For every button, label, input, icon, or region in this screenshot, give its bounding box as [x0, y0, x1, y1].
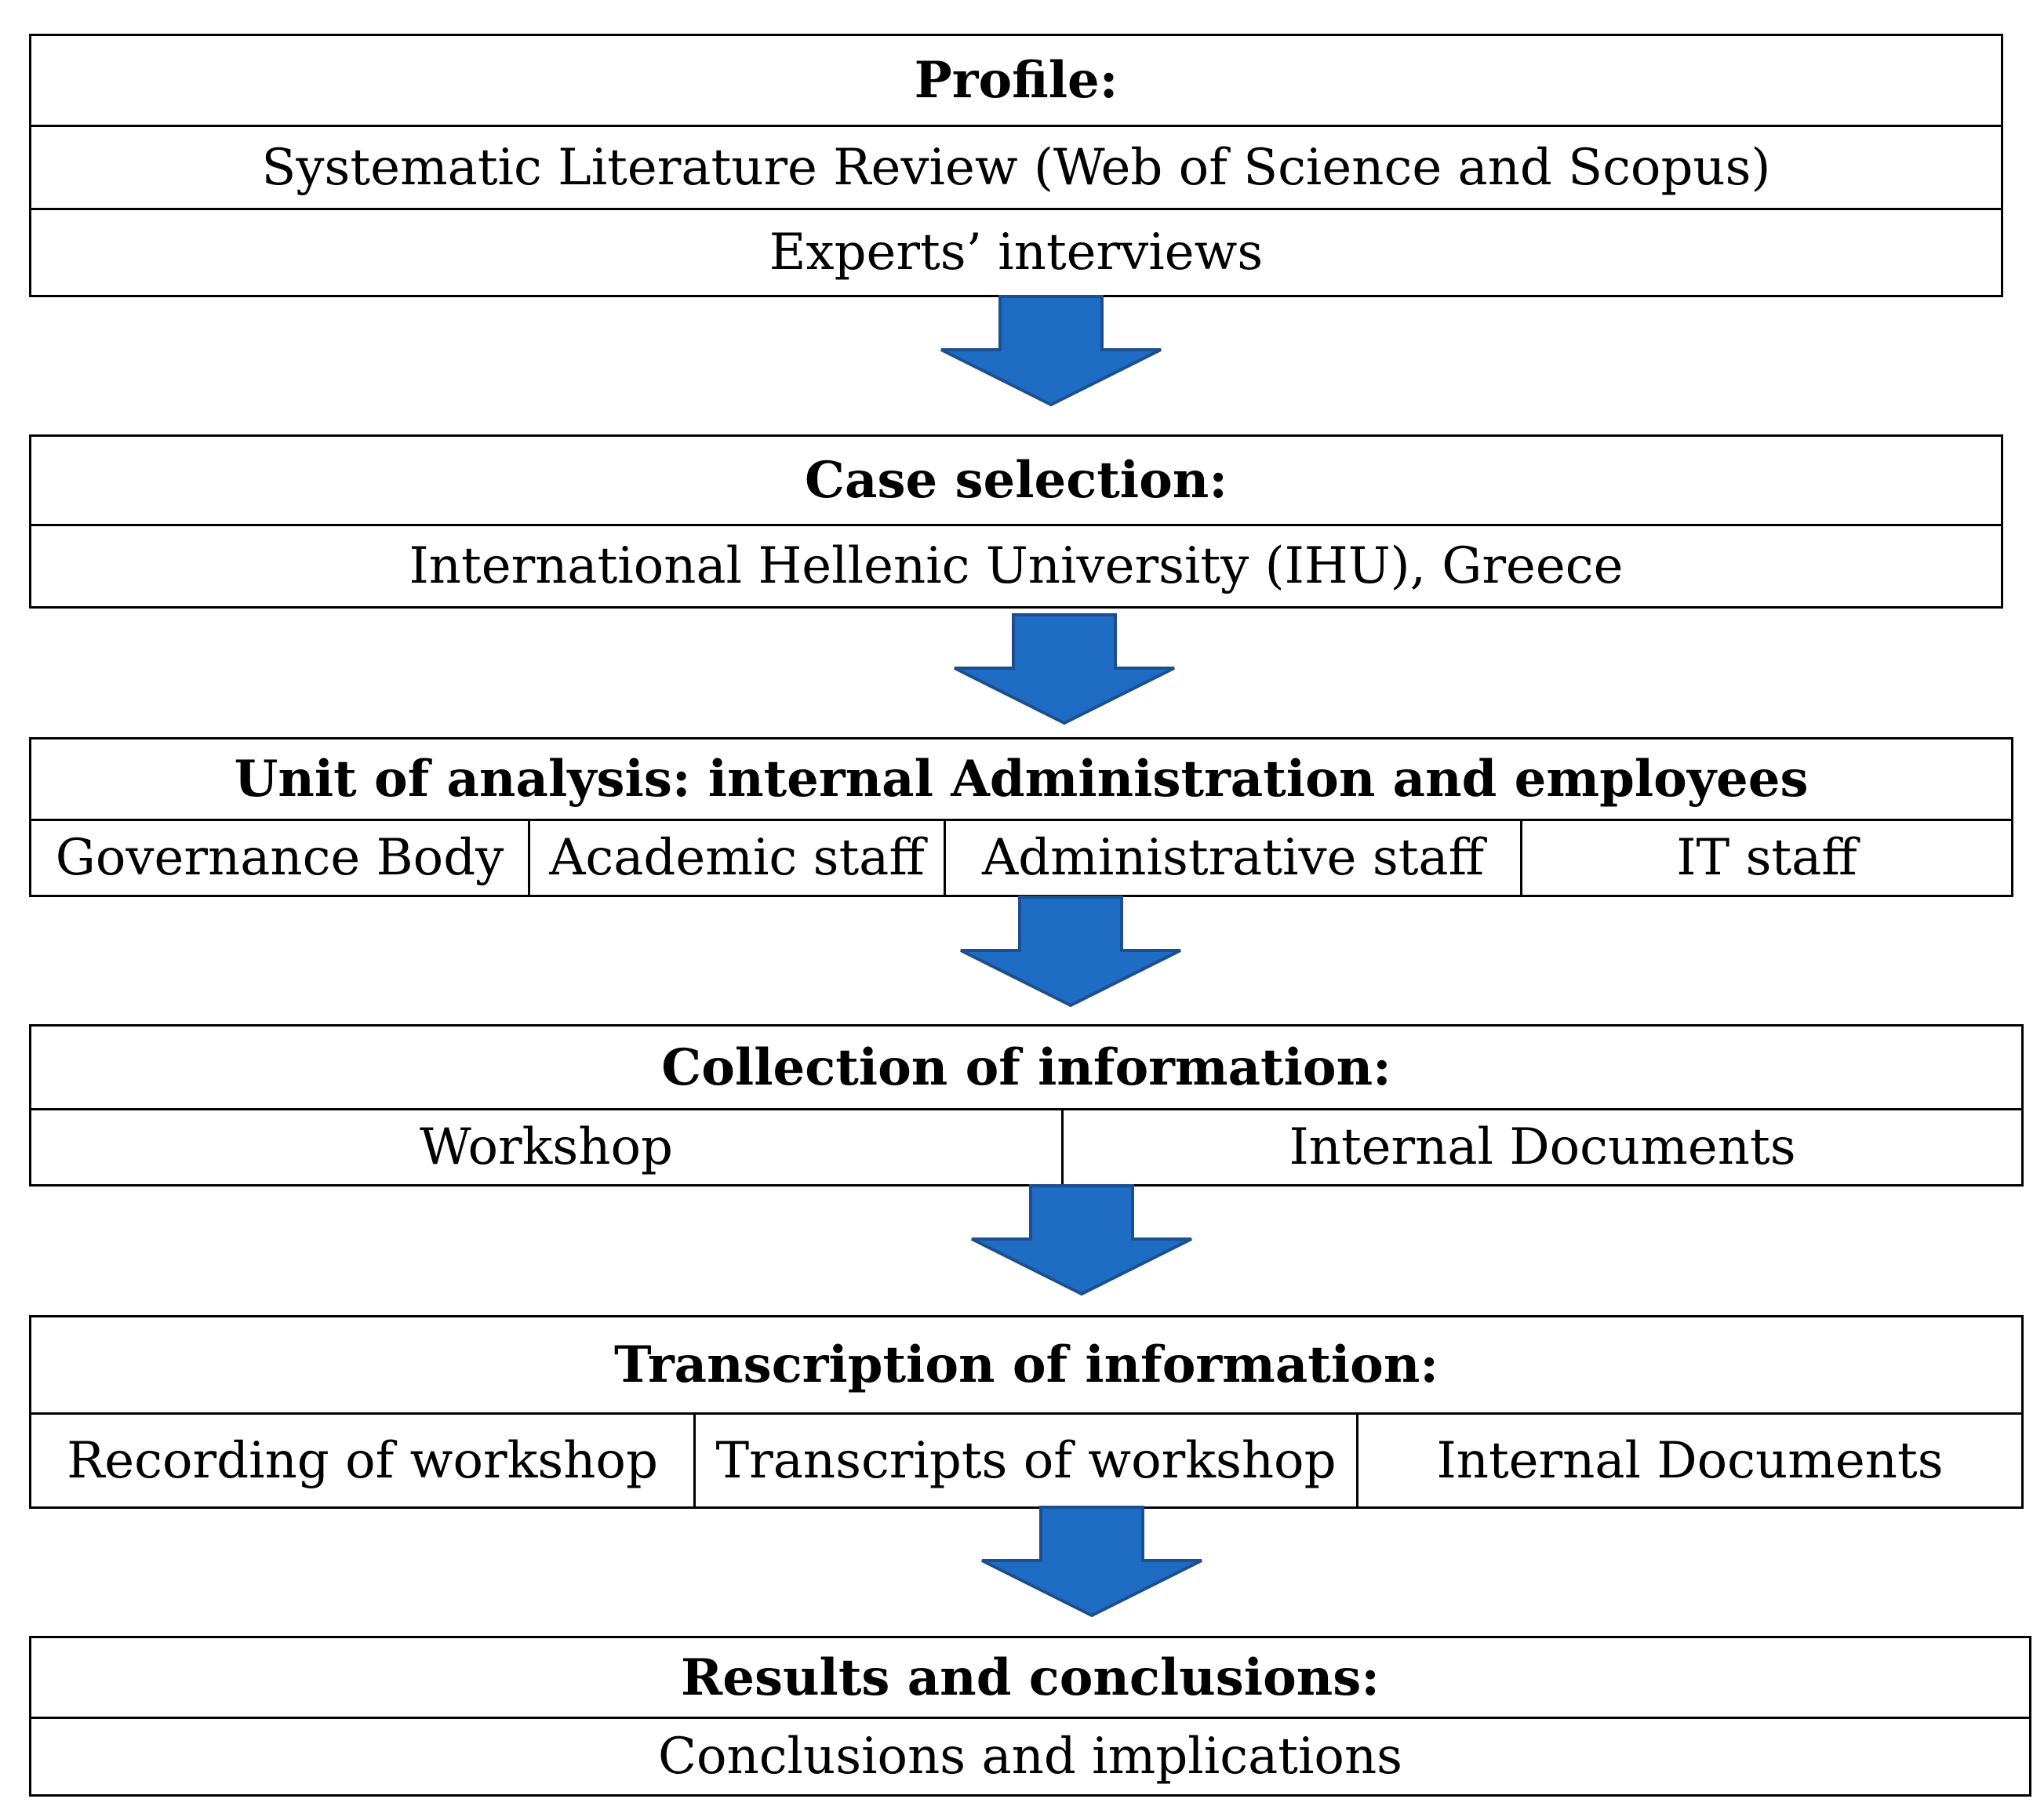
unit-item-it-staff: IT staff — [1520, 821, 2011, 895]
unit-item-academic-staff: Academic staff — [528, 821, 944, 895]
unit-of-analysis-title-row — [31, 740, 2011, 819]
results-item-conclusions: Conclusions and implications — [657, 1728, 1403, 1786]
transcription-title: Transcription of information: — [613, 1335, 1439, 1394]
down-arrow-2 — [951, 613, 1178, 727]
profile-row-1 — [31, 125, 2001, 208]
transcription-title-row — [31, 1317, 2021, 1412]
profile-row-2 — [31, 208, 2001, 295]
down-arrow-1 — [937, 295, 1165, 409]
unit-item-governance-body: Governance Body — [55, 829, 504, 887]
unit-of-analysis-box — [29, 737, 2013, 897]
results-title-row — [31, 1638, 2029, 1717]
case-selection-box — [29, 434, 2003, 609]
transcription-item-transcripts: Transcripts of workshop — [693, 1415, 1356, 1506]
profile-box — [29, 34, 2003, 297]
profile-title: Profile: — [914, 51, 1118, 110]
collection-title: Collection of information: — [661, 1038, 1391, 1097]
profile-item-experts-interviews: Experts’ interviews — [769, 223, 1264, 282]
down-arrow-3 — [957, 896, 1184, 1009]
unit-of-analysis-items-row — [31, 819, 2011, 895]
down-arrow-4 — [968, 1184, 1195, 1298]
case-selection-title: Case selection: — [805, 451, 1227, 510]
transcription-items-row — [31, 1412, 2021, 1506]
case-selection-row-1 — [31, 524, 2001, 606]
case-selection-item-ihu: International Hellenic University (IHU), Greece — [409, 537, 1624, 595]
profile-title-row — [31, 36, 2001, 125]
down-arrow-5 — [978, 1506, 1206, 1619]
profile-item-literature-review: Systematic Literature Review (Web of Science and Scopus) — [261, 138, 1771, 197]
transcription-item-internal-documents: Internal Documents — [1356, 1415, 2021, 1506]
transcription-box — [29, 1315, 2024, 1509]
collection-items-row — [31, 1108, 2021, 1184]
results-row-1 — [31, 1717, 2029, 1794]
collection-item-internal-documents: Internal Documents — [1061, 1110, 2021, 1184]
results-title: Results and conclusions: — [681, 1648, 1380, 1707]
transcription-item-recording: Recording of workshop — [67, 1431, 658, 1490]
unit-of-analysis-title: Unit of analysis: internal Administration and employees — [234, 750, 1809, 809]
unit-item-administrative-staff: Administrative staff — [944, 821, 1520, 895]
collection-box — [29, 1024, 2024, 1187]
case-selection-title-row — [31, 437, 2001, 524]
collection-title-row — [31, 1027, 2021, 1108]
collection-item-workshop: Workshop — [420, 1118, 673, 1176]
results-box — [29, 1636, 2031, 1797]
